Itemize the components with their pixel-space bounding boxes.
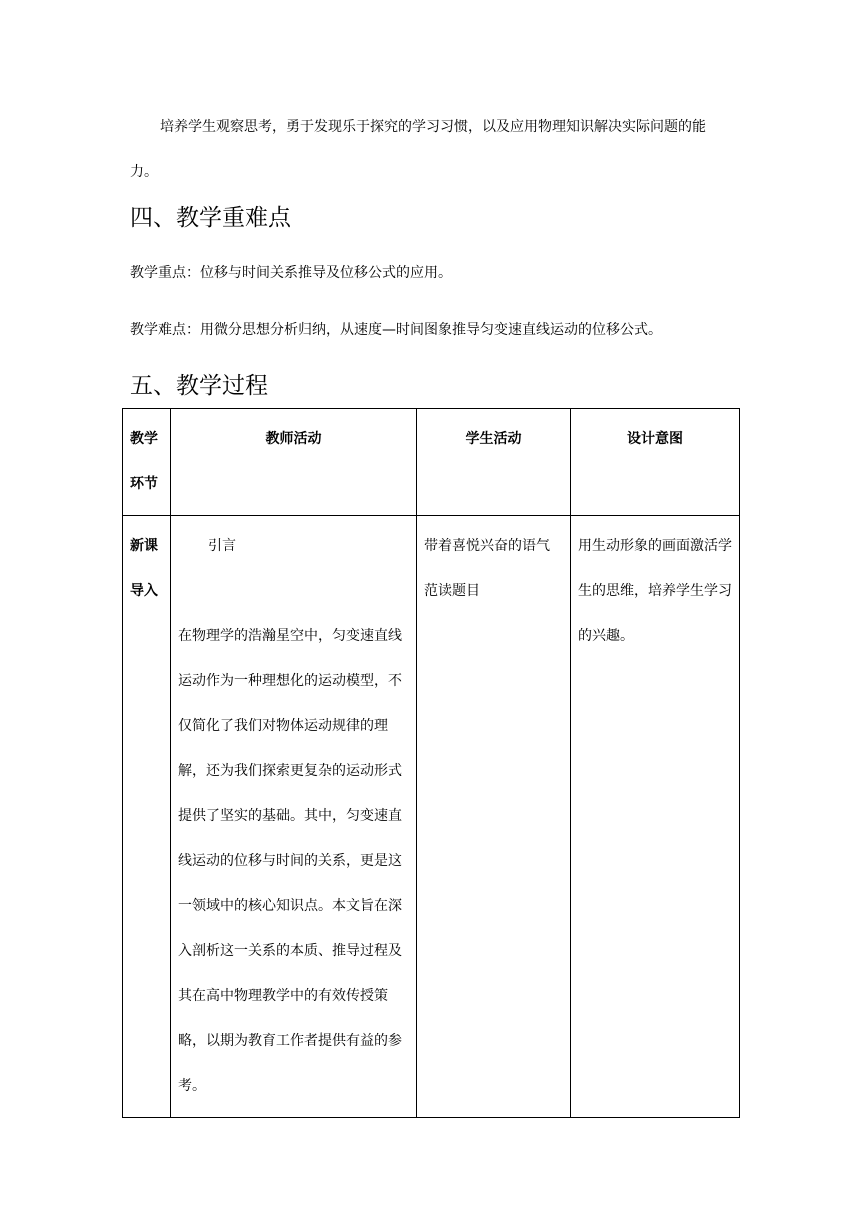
key-point-text: 教学重点：位移与时间关系推导及位移公式的应用。 [130, 265, 452, 281]
header-design-intent: 设计意图 [571, 409, 740, 516]
table-header-row [123, 409, 740, 516]
teacher-activity-cell [171, 516, 417, 1118]
teacher-intro-label: 引言 [208, 538, 236, 554]
objective-paragraph: 培养学生观察思考，勇于发现乐于探究的学习习惯，以及应用物理知识解决实际问题的能力。 [130, 119, 706, 180]
teacher-activity-text: 在物理学的浩瀚星空中，匀变速直线运动作为一种理想化的运动模型，不仅简化了我们对物体运动规律的理解，还为我们探索更复杂的运动形式提供了坚实的基础。其中，匀变速直线运动的位移与时间的关系，更是这一领域中的核心知识点。本文旨在深入剖析这一关系的本质、推导过程及其在高中物理教学中的有效传授策略，以期为教育工作者提供有益的参考。 [178, 628, 402, 1094]
stage-cell: 新课导入 [123, 516, 171, 1118]
header-stage: 教学环节 [123, 409, 171, 516]
table-row [123, 516, 740, 1118]
header-teacher-activity: 教师活动 [171, 409, 417, 516]
section-4-title: 四、教学重难点 [130, 205, 291, 231]
section-5-title: 五、教学过程 [130, 373, 268, 399]
student-activity-cell: 带着喜悦兴奋的语气范读题目 [417, 516, 571, 1118]
difficulty-text: 教学难点：用微分思想分析归纳，从速度—时间图象推导匀变速直线运动的位移公式。 [130, 322, 662, 338]
header-student-activity: 学生活动 [417, 409, 571, 516]
teaching-process-table [122, 408, 740, 1118]
design-intent-cell: 用生动形象的画面激活学生的思维，培养学生学习的兴趣。 [571, 516, 740, 1118]
